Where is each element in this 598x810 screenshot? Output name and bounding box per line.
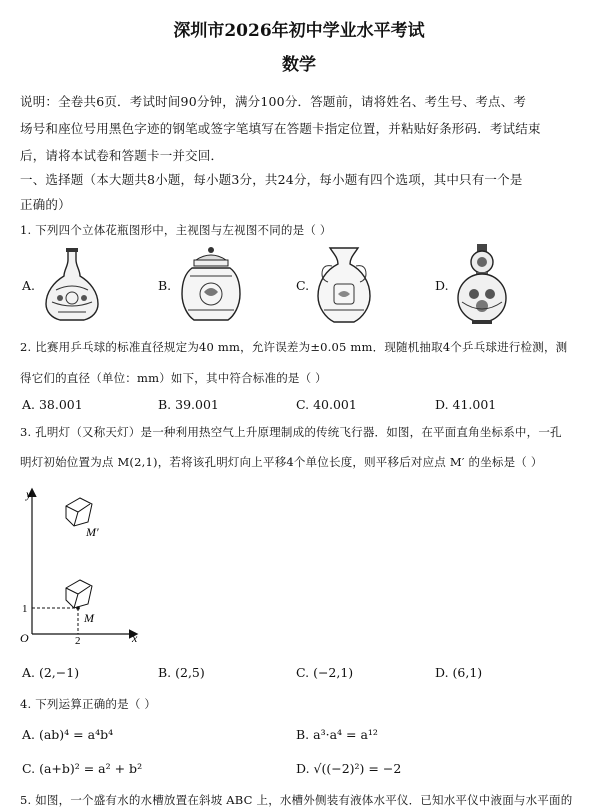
q2-stem-line-2: 得它们的直径（单位：mm）如下，其中符合标准的是（ ） bbox=[20, 371, 327, 385]
q1-option-d-label: D. bbox=[435, 278, 449, 293]
point-m-label: M bbox=[84, 611, 94, 625]
q4-option-c: C. (a+b)² = a² + b² bbox=[22, 761, 143, 776]
q2-option-d: D. 41.001 bbox=[435, 397, 497, 412]
section-1-heading-line-1: 一、选择题（本大题共8小题，每小题3分，共24分，每小题有四个选项，其中只有一个是 bbox=[20, 172, 523, 187]
q3-option-d: D. (6,1) bbox=[435, 665, 483, 680]
q1-option-c-label: C. bbox=[296, 278, 310, 293]
q5-stem-line-1: 5. 如图，一个盛有水的水槽放置在斜坡 ABC 上，水槽外侧装有液体水平仪．已知水平仪中液面与水平面的 bbox=[20, 793, 573, 807]
notes-line-1: 说明：全卷共6页．考试时间90分钟，满分100分．答题前，请将姓名、考生号、考点、考 bbox=[20, 94, 527, 109]
origin-label: O bbox=[20, 631, 29, 645]
q3-stem-line-2: 明灯初始位置为点 M(2,1)，若将该孔明灯向上平移4个单位长度，则平移后对应点 M′ 的坐标是（ ） bbox=[20, 455, 543, 469]
q2-stem-line-1: 2. 比赛用乒乓球的标准直径规定为40 mm，允许误差为±0.05 mm．现随机抽取4个乒乓球进行检测，测 bbox=[20, 340, 568, 354]
lantern-m-icon bbox=[66, 580, 92, 608]
q1-option-b-label: B. bbox=[158, 278, 172, 293]
y-axis-label: y bbox=[26, 487, 32, 501]
section-1-heading-line-2: 正确的） bbox=[20, 197, 71, 212]
notes-line-3: 后，请将本试卷和答题卡一并交回． bbox=[20, 148, 224, 163]
exam-subject: 数学 bbox=[282, 55, 316, 75]
x-axis-label: x bbox=[132, 631, 138, 645]
y-tick-1: 1 bbox=[22, 603, 28, 615]
vase-a-icon bbox=[38, 246, 106, 324]
q1-option-a-label: A. bbox=[22, 278, 36, 293]
q3-coordinate-figure bbox=[14, 484, 144, 646]
q3-option-b: B. (2,5) bbox=[158, 665, 205, 680]
q4-stem: 4. 下列运算正确的是（ ） bbox=[20, 697, 157, 711]
q4-option-a: A. (ab)⁴ = a⁴b⁴ bbox=[22, 727, 114, 742]
q3-option-c: C. (−2,1) bbox=[296, 665, 354, 680]
point-m-prime-label: M′ bbox=[86, 525, 99, 539]
exam-title: 深圳市2026年初中学业水平考试 bbox=[173, 21, 425, 41]
q4-option-d: D. √((−2)²) = −2 bbox=[296, 761, 402, 776]
q2-option-b: B. 39.001 bbox=[158, 397, 219, 412]
notes-line-2: 场号和座位号用黑色字迹的钢笔或签字笔填写在答题卡指定位置，并粘贴好条形码．考试结束 bbox=[20, 121, 541, 136]
x-tick-2: 2 bbox=[75, 635, 81, 646]
vase-d-icon bbox=[452, 242, 512, 326]
q3-option-a: A. (2,−1) bbox=[22, 665, 80, 680]
q2-option-a: A. 38.001 bbox=[22, 397, 83, 412]
vase-b-icon bbox=[176, 246, 246, 324]
q2-option-c: C. 40.001 bbox=[296, 397, 357, 412]
vase-c-icon bbox=[312, 244, 376, 326]
q1-stem: 1. 下列四个立体花瓶图形中，主视图与左视图不同的是（ ） bbox=[20, 223, 332, 237]
q3-stem-line-1: 3. 孔明灯（又称天灯）是一种利用热空气上升原理制成的传统飞行器．如图，在平面直角坐标系中，一孔 bbox=[20, 425, 562, 439]
q4-option-b: B. a³·a⁴ = a¹² bbox=[296, 727, 378, 742]
lantern-m-prime-icon bbox=[66, 498, 92, 526]
